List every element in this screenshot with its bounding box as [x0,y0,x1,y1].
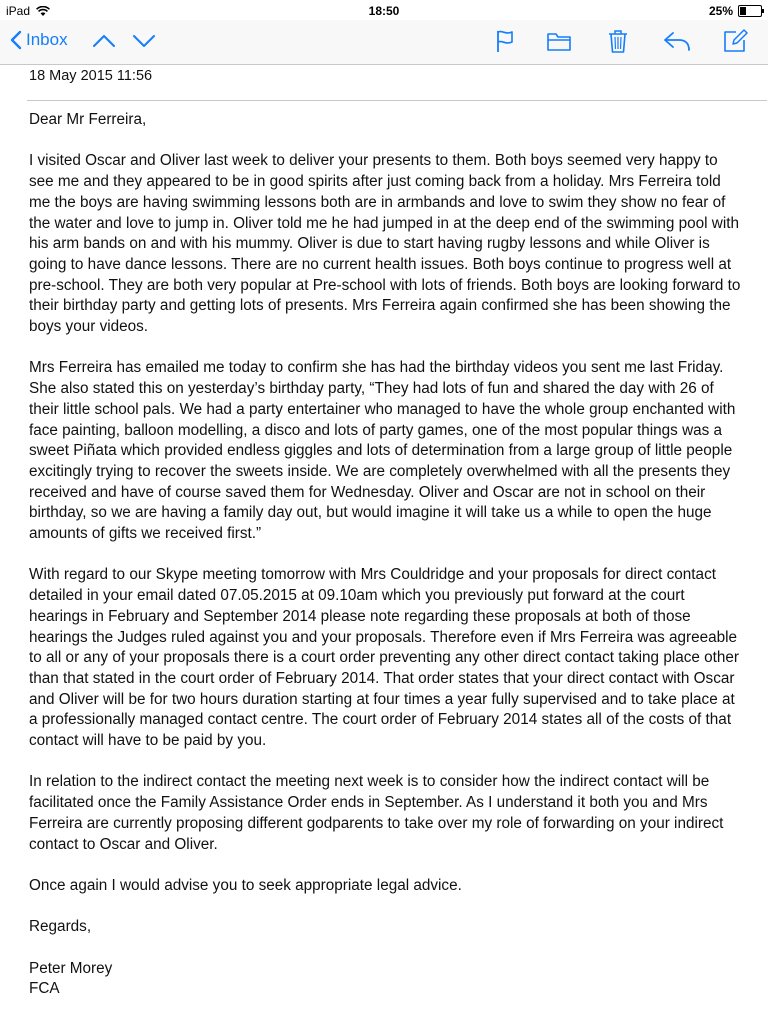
paragraph: Mrs Ferreira has emailed me today to confirm she has had the birthday videos you sent me last Friday. She also stated this on yesterday’s birthday party, “They had lots of fun and shared the day with 26 of their little school pals. We had a party entertainer who managed to have the whole group enchanted with face painting, balloon modelling, a disco and lots of party games, one of the most popular things was a sweet Piñata which provided endless giggles and lots of determination from a large group of little people excitingly trying to recover the sweets inside. We are completely overwhelmed with all the presents they received and have of course saved them for Wednesday. Oliver and Oscar are not in school on their birthday, so we are having a family day out, but would imagine it will take us a while to open the huge amounts of gifts we received first.” [29,359,736,543]
battery-icon [738,5,762,17]
paragraph: Once again I would advise you to seek appropriate legal advice. [29,876,462,894]
signature-title: FCA [29,980,60,998]
trash-icon[interactable] [605,28,631,54]
inbox-back-label: Inbox [26,30,68,49]
mail-toolbar [0,20,768,65]
status-right [709,4,762,18]
chevron-up-icon[interactable] [92,30,116,52]
header-divider [27,100,767,101]
paragraph: In relation to the indirect contact the meeting next week is to consider how the indirect contact will be facilitated once the Family Assistance Order ends in September. As I understand it both you and Mrs Ferreira are currently proposing different godparents to take over my role of forwarding on your indirect contact to Oscar and Oliver. [29,773,724,853]
greeting: Dear Mr Ferreira, [29,111,147,128]
inbox-back-button[interactable] [10,30,68,50]
chevron-down-icon[interactable] [132,30,156,52]
message-date: 18 May 2015 11:56 [29,68,153,84]
flag-icon[interactable] [492,28,518,54]
signature-name: Peter Morey [29,959,113,977]
paragraph: I visited Oscar and Oliver last week to deliver your presents to them. Both boys seemed very happy to see me and they appeared to be in good spirits after just coming back from a holiday. Mrs Ferreira told me the boys are having swimming lessons both are in armbands and love to swim they show no fear of the water and love to jump in. Oliver told me he had jumped in at the deep end of the swimming pool with his arm bands on and with his mummy. Oliver is due to start having rugby lessons and while Oliver is going to have dance lessons. There are no current health issues. Both boys continue to progress well at pre-school. They are both very popular at Pre-school with lots of friends. Both boys are looking forward to their birthday party and getting lots of presents. Mrs Ferreira again confirmed she has been showing the boys your videos. [29,152,741,336]
paragraph: With regard to our Skype meeting tomorrow with Mrs Couldridge and your proposals for direct contact detailed in your email dated 07.05.2015 at 09.10am which you previously put forward at the court hearings in February and September 2014 please note regarding these proposals at both of those hearings the Judges ruled against you and your proposals. Therefore even if Mrs Ferreira was agreeable to all or any of your proposals there is a court order preventing any other direct contact taking place other than that stated in the court order of February 2014. That order states that your direct contact with Oscar and Oliver will be for two hours duration starting at four times a year fully supervised and to take place at a professionally managed contact centre. The court order of February 2014 states all of the costs of that contact will have to be paid by you. [29,566,739,750]
battery-fill [740,7,746,15]
message-nav [92,30,156,52]
device-name: iPad [6,4,31,18]
signature [29,959,741,1000]
battery-percent: 25% [708,4,733,18]
compose-icon[interactable] [722,28,748,54]
reply-icon[interactable] [662,28,692,54]
closing: Regards, [29,918,92,936]
status-bar [0,0,768,20]
message-body [29,64,741,1000]
chevron-left-icon [10,30,22,50]
folder-icon[interactable] [546,28,572,54]
status-time: 18:50 [368,4,400,18]
